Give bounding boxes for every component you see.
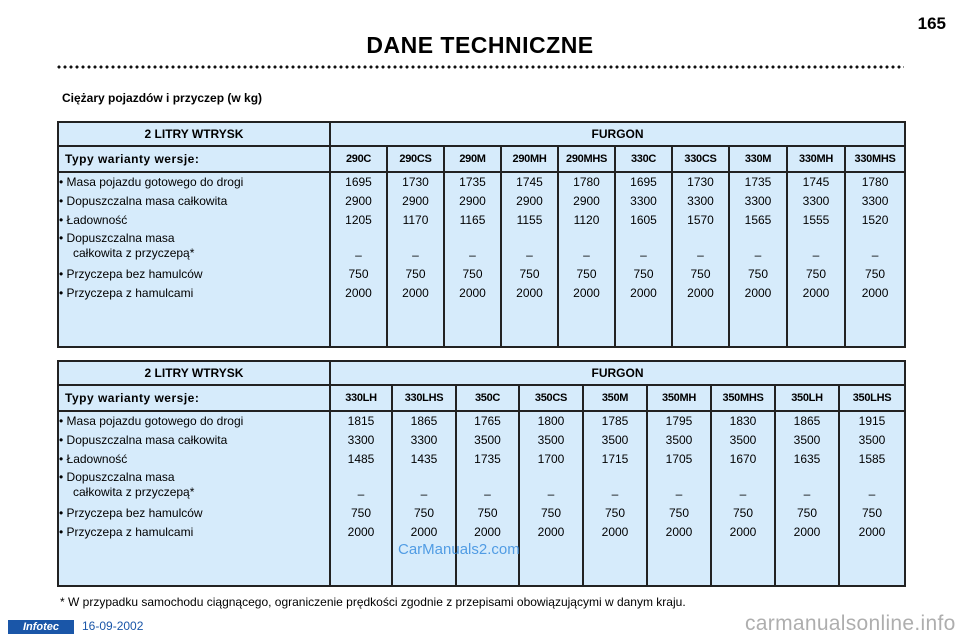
- row-label: • Przyczepa z hamulcami: [59, 525, 194, 539]
- value-cell: 1915: [858, 414, 886, 428]
- value-cell: 2900: [516, 194, 543, 208]
- value-cell: 750: [747, 267, 769, 281]
- type-code: 350M: [583, 385, 647, 411]
- value-cell: 750: [519, 267, 540, 281]
- value-cell: 1785: [601, 414, 629, 428]
- value-cell: 1120: [573, 213, 600, 227]
- type-code: 290MH: [501, 146, 558, 172]
- value-cell: 3300: [687, 194, 714, 208]
- value-cell: 3300: [802, 194, 830, 208]
- watermark-carmanualsonline: carmanualsonline.info: [745, 612, 956, 635]
- type-code: 330CS: [672, 146, 729, 172]
- value-cell: 2000: [858, 525, 886, 539]
- type-code: 330C: [615, 146, 672, 172]
- value-cell: 3500: [729, 433, 757, 447]
- value-cell: –: [526, 248, 533, 262]
- value-cell: 1700: [537, 452, 565, 466]
- engine-header: 2 LITRY WTRYSK: [58, 361, 330, 385]
- value-cell: 750: [477, 506, 498, 520]
- value-cell: 1435: [410, 452, 438, 466]
- value-column: [392, 411, 456, 586]
- value-column: [711, 411, 775, 586]
- value-cell: 1865: [410, 414, 438, 428]
- row-label: • Dopuszczalna masa całkowita: [59, 433, 228, 447]
- row-label: • Masa pojazdu gotowego do drogi: [59, 414, 244, 428]
- value-cell: 1695: [630, 175, 657, 189]
- types-row: [58, 385, 905, 411]
- value-cell: –: [697, 248, 704, 262]
- body-type-header: FURGON: [330, 122, 905, 146]
- page-number: 165: [917, 14, 946, 33]
- value-cell: –: [484, 487, 491, 501]
- row-label: całkowita z przyczepą*: [73, 485, 195, 499]
- footnote: * W przypadku samochodu ciągnącego, ograniczenie prędkości zgodnie z przepisami obowiązującymi w danym kraju.: [60, 595, 686, 609]
- type-code: 330MHS: [845, 146, 905, 172]
- value-column: [387, 172, 444, 347]
- value-column: [456, 411, 519, 586]
- row-label: • Dopuszczalna masa całkowita: [59, 194, 228, 208]
- value-cell: 3300: [410, 433, 438, 447]
- value-cell: 1695: [345, 175, 372, 189]
- value-cell: 750: [690, 267, 711, 281]
- type-code: 330LHS: [392, 385, 456, 411]
- row-label: • Dopuszczalna masa: [59, 231, 175, 245]
- value-cell: –: [868, 487, 876, 501]
- value-cell: 750: [732, 506, 754, 520]
- value-cell: 750: [350, 506, 372, 520]
- value-cell: 1780: [573, 175, 600, 189]
- value-cell: 3500: [474, 433, 501, 447]
- type-code: 350LH: [775, 385, 839, 411]
- value-cell: –: [420, 487, 428, 501]
- values-row: [58, 172, 905, 347]
- type-code: 350LHS: [839, 385, 905, 411]
- value-cell: 750: [540, 506, 562, 520]
- value-cell: 750: [805, 267, 827, 281]
- value-cell: 2000: [459, 286, 486, 300]
- types-row: [58, 146, 905, 172]
- value-cell: 1155: [516, 213, 543, 227]
- value-column: [519, 411, 583, 586]
- value-cell: 750: [604, 506, 626, 520]
- type-code: 330LH: [330, 385, 392, 411]
- value-cell: 750: [348, 267, 369, 281]
- value-cell: 750: [413, 506, 435, 520]
- value-cell: 2000: [793, 525, 821, 539]
- value-cell: 1485: [347, 452, 375, 466]
- weights-table-1: [57, 121, 906, 348]
- value-cell: –: [739, 487, 747, 501]
- value-cell: 2000: [601, 525, 629, 539]
- types-label: Typy warianty wersje:: [58, 146, 330, 172]
- row-labels: [58, 411, 330, 586]
- row-label: • Dopuszczalna masa: [59, 470, 175, 484]
- value-cell: 1780: [861, 175, 889, 189]
- value-cell: 750: [668, 506, 690, 520]
- value-cell: 1800: [537, 414, 565, 428]
- value-cell: –: [812, 248, 820, 262]
- value-cell: 1815: [347, 414, 375, 428]
- value-cell: 2000: [402, 286, 429, 300]
- body-type-header: FURGON: [330, 361, 905, 385]
- type-code: 290M: [444, 146, 501, 172]
- value-column: [444, 172, 501, 347]
- value-column: [501, 172, 558, 347]
- value-cell: 2000: [802, 286, 830, 300]
- value-column: [330, 172, 387, 347]
- value-column: [787, 172, 845, 347]
- value-cell: 1865: [793, 414, 821, 428]
- value-cell: –: [412, 248, 419, 262]
- value-cell: 3300: [347, 433, 375, 447]
- value-cell: 3500: [793, 433, 821, 447]
- value-cell: 2000: [410, 525, 438, 539]
- value-cell: 1735: [459, 175, 486, 189]
- value-cell: 2000: [347, 525, 375, 539]
- row-label: • Ładowność: [59, 452, 128, 466]
- engine-header: 2 LITRY WTRYSK: [58, 122, 330, 146]
- type-code: 290C: [330, 146, 387, 172]
- value-cell: 2900: [459, 194, 486, 208]
- value-cell: 2000: [474, 525, 501, 539]
- value-column: [729, 172, 787, 347]
- row-label: całkowita z przyczepą*: [73, 246, 195, 260]
- value-cell: 3500: [601, 433, 629, 447]
- value-cell: 750: [576, 267, 597, 281]
- value-cell: 750: [796, 506, 818, 520]
- value-cell: 1605: [630, 213, 657, 227]
- value-cell: 1520: [861, 213, 889, 227]
- watermark-carmanuals: CarManuals2.com: [398, 541, 520, 558]
- row-label: • Ładowność: [59, 213, 128, 227]
- value-cell: –: [675, 487, 683, 501]
- value-cell: 750: [405, 267, 426, 281]
- row-label: • Masa pojazdu gotowego do drogi: [59, 175, 244, 189]
- dotted-divider: [56, 64, 904, 70]
- values-row: [58, 411, 905, 586]
- value-cell: 1730: [402, 175, 429, 189]
- value-cell: –: [355, 248, 362, 262]
- value-cell: 3500: [858, 433, 886, 447]
- type-code: 350MHS: [711, 385, 775, 411]
- value-cell: 2900: [402, 194, 429, 208]
- value-column: [839, 411, 905, 586]
- value-cell: 1830: [729, 414, 757, 428]
- value-cell: 3300: [630, 194, 657, 208]
- value-cell: 2000: [861, 286, 889, 300]
- value-cell: 2000: [744, 286, 772, 300]
- value-cell: 2900: [573, 194, 600, 208]
- value-cell: 1170: [402, 213, 429, 227]
- value-cell: 750: [633, 267, 654, 281]
- value-cell: 1705: [665, 452, 693, 466]
- value-cell: 2000: [516, 286, 543, 300]
- value-cell: 1565: [744, 213, 772, 227]
- value-cell: 1555: [802, 213, 830, 227]
- type-code: 330MH: [787, 146, 845, 172]
- value-column: [330, 411, 392, 586]
- value-cell: 3300: [744, 194, 772, 208]
- type-code: 290CS: [387, 146, 444, 172]
- value-cell: 2000: [345, 286, 372, 300]
- row-label: • Przyczepa bez hamulców: [59, 267, 203, 281]
- value-column: [845, 172, 905, 347]
- value-cell: 1715: [601, 452, 629, 466]
- value-cell: 1765: [474, 414, 501, 428]
- value-cell: 2000: [630, 286, 657, 300]
- value-column: [647, 411, 711, 586]
- value-cell: 1670: [729, 452, 757, 466]
- types-label: Typy warianty wersje:: [58, 385, 330, 411]
- section-subtitle: Ciężary pojazdów i przyczep (w kg): [62, 91, 263, 105]
- value-cell: 750: [462, 267, 483, 281]
- value-cell: 2000: [665, 525, 693, 539]
- value-cell: 1730: [687, 175, 714, 189]
- value-cell: 3500: [537, 433, 565, 447]
- value-cell: –: [640, 248, 647, 262]
- page-title: DANE TECHNICZNE: [366, 32, 594, 58]
- value-cell: 1745: [802, 175, 830, 189]
- row-label: • Przyczepa z hamulcami: [59, 286, 194, 300]
- value-cell: 1735: [474, 452, 501, 466]
- value-cell: 1585: [858, 452, 886, 466]
- value-cell: 1570: [687, 213, 714, 227]
- value-column: [775, 411, 839, 586]
- row-label: • Przyczepa bez hamulców: [59, 506, 203, 520]
- value-cell: 1795: [665, 414, 693, 428]
- type-code: 290MHS: [558, 146, 615, 172]
- value-column: [583, 411, 647, 586]
- value-cell: 2000: [687, 286, 714, 300]
- value-column: [558, 172, 615, 347]
- value-cell: 750: [861, 506, 883, 520]
- value-cell: 750: [865, 267, 886, 281]
- value-cell: –: [357, 487, 365, 501]
- value-cell: –: [871, 248, 879, 262]
- type-code: 350CS: [519, 385, 583, 411]
- row-labels: [58, 172, 330, 347]
- type-code: 330M: [729, 146, 787, 172]
- type-code: 350MH: [647, 385, 711, 411]
- value-column: [615, 172, 672, 347]
- value-cell: 2000: [537, 525, 565, 539]
- footer-date: 16-09-2002: [82, 619, 144, 633]
- infotec-logo: Infotec: [8, 620, 74, 634]
- value-cell: 1205: [345, 213, 372, 227]
- value-cell: 3300: [861, 194, 889, 208]
- value-cell: 2000: [729, 525, 757, 539]
- value-cell: 1165: [459, 213, 486, 227]
- value-cell: –: [803, 487, 811, 501]
- value-cell: 1735: [744, 175, 772, 189]
- value-cell: 2000: [573, 286, 600, 300]
- type-code: 350C: [456, 385, 519, 411]
- value-cell: –: [469, 248, 476, 262]
- value-cell: –: [754, 248, 762, 262]
- value-cell: –: [611, 487, 619, 501]
- value-cell: 3500: [665, 433, 693, 447]
- value-cell: 1745: [516, 175, 543, 189]
- value-column: [672, 172, 729, 347]
- value-cell: 2900: [345, 194, 372, 208]
- value-cell: 1635: [793, 452, 821, 466]
- value-cell: –: [547, 487, 555, 501]
- value-cell: –: [583, 248, 590, 262]
